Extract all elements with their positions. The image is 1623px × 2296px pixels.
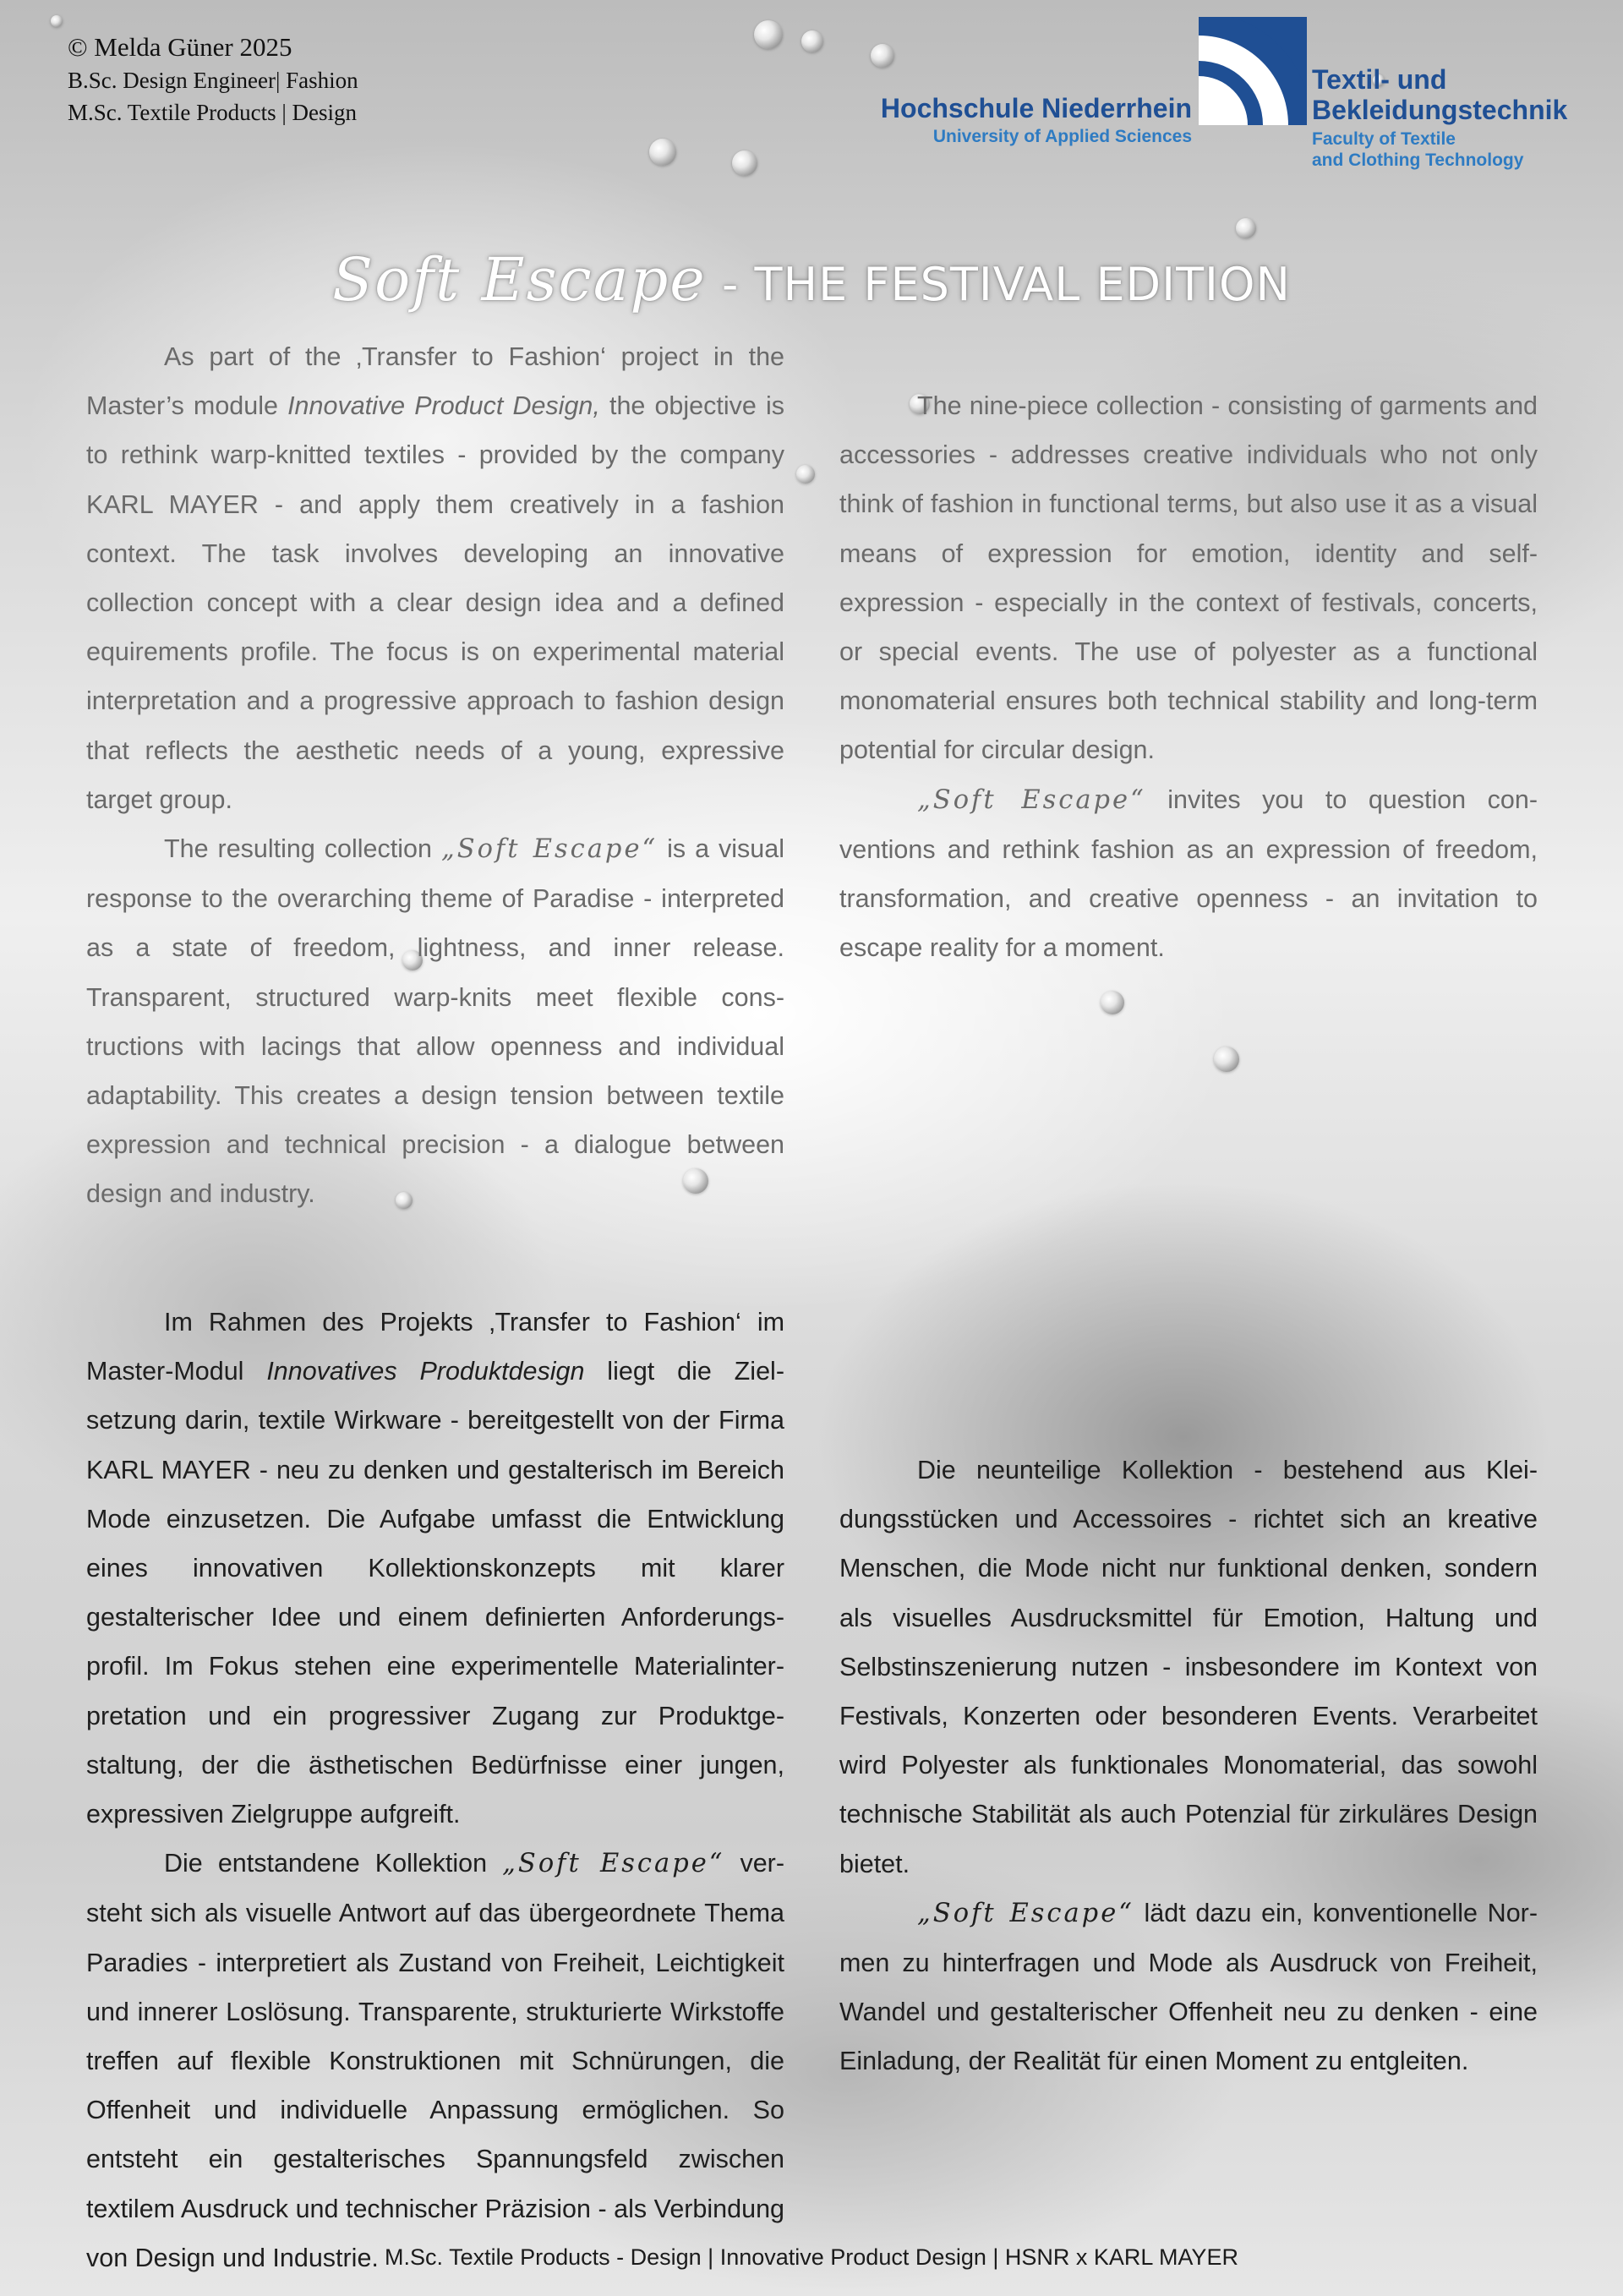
text-run: lädt dazu ein, konventionelle Normen zu hinterfragen und Mode als Ausdruck von Freiheit, Wandel und gestalterischer Offenheit neu zu denken - eine Einladung, der Realität für einen Moment zu entgleiten. xyxy=(839,1898,1538,2076)
water-droplet xyxy=(1214,1047,1239,1072)
collection-name: „Soft Escape“ xyxy=(502,1849,725,1879)
university-name: Hochschule Niederrhein xyxy=(880,93,1192,123)
text-run: the objective is to rethink warp-knitted textiles - provided by the company KARL MAYER - and apply them creatively in a fashion context. The task involves developing an innovative collection concept with a clear design idea and a defined equirements profile. The focus is on experimental material interpretation and a progressive approach to fashion design that reflects the aesthetic needs of a young, expressive target group. xyxy=(86,391,784,814)
collection-name: „Soft Escape“ xyxy=(917,784,1146,815)
page-title xyxy=(0,245,1623,314)
author-degree-msc: M.Sc. Textile Products | Design xyxy=(68,100,357,125)
german-text-left xyxy=(86,1298,784,2282)
german-text-right xyxy=(839,1446,1538,2086)
text-run: invites you to question conventions and rethink fashion as an expression of freedom, transformation, and creative openness - an invitation to escape reality for a moment. xyxy=(839,784,1538,963)
english-text-right xyxy=(839,381,1538,972)
module-name: Innovative Product Design, xyxy=(287,391,600,421)
text-run: Im Rahmen des Projekts ‚Transfer to Fashion‘ im Master-Modul xyxy=(86,1308,784,1386)
german-paragraph-4 xyxy=(839,1889,1538,2086)
collection-name: „Soft Escape“ xyxy=(440,834,658,865)
module-name: Innovatives Produktdesign xyxy=(266,1357,585,1386)
water-droplet xyxy=(796,465,815,484)
english-text-left xyxy=(86,332,784,1219)
faculty-name-line1: Textil- und xyxy=(1312,64,1447,95)
author-credit xyxy=(68,30,358,128)
water-droplet xyxy=(1101,991,1124,1014)
text-run: The resulting collection xyxy=(164,834,441,864)
university-subtitle: University of Applied Sciences xyxy=(932,127,1192,146)
text-run: As part of the ‚Transfer to Fashion‘ project in the Master’s module xyxy=(86,342,784,421)
title-subtitle: - THE FESTIVAL EDITION xyxy=(706,258,1291,311)
german-paragraph-3: Die neunteilige Kollektion - bestehend aus Kleidungsstücken und Accessoires - richtet sich an kreative Menschen, die Mode nicht nur funktional denken, sondern als visuelles Ausdrucksmittel für Emotion, Haltung und Selbstinszenierung nutzen - insbesondere im Kontext von Festivals, Konzerten oder besonderen Events. Verarbeitet wird Polyester als funktionales Monomaterial, das sowohl technische Stabilität als auch Potenzial für zirkuläres Design bietet. xyxy=(839,1456,1538,1878)
english-paragraph-3: The nine-piece collection - consisting of garments and accessories - addresses creative individuals who not only think of fashion in functional terms, but also use it as a visual means of expression for emotion, identity and self-expression - especially in the context of festivals, concerts, or special events. The use of polyester as a functional monomaterial ensures both technical stability and long-term potential for circular design. xyxy=(839,391,1538,765)
text-run: is a visual response to the overarching theme of Paradise - interpreted as a state of freedom, lightness, and inner release. Transparent, structured warp-knits meet flexible constructions with lacings that allow openness and individual adaptability. This creates a design tension between textile expression and technical precision - a dialogue between design and industry. xyxy=(86,834,784,1209)
german-paragraph-2 xyxy=(86,1839,784,2282)
english-paragraph-2 xyxy=(86,824,784,1219)
author-degree-bsc: B.Sc. Design Engineer| Fashion xyxy=(68,68,358,93)
english-paragraph-4 xyxy=(839,775,1538,973)
collection-name: „Soft Escape“ xyxy=(917,1898,1134,1928)
page-footer: M.Sc. Textile Products - Design | Innovative Product Design | HSNR x KARL MAYER xyxy=(385,2244,1238,2270)
university-logo-icon xyxy=(1199,17,1307,125)
title-script: Soft Escape xyxy=(332,245,707,314)
water-droplet xyxy=(649,139,676,166)
university-block xyxy=(842,91,1192,149)
faculty-block xyxy=(1312,64,1616,171)
water-droplet xyxy=(801,30,823,52)
water-droplet xyxy=(1236,218,1256,238)
water-droplet xyxy=(754,20,783,49)
water-droplet xyxy=(51,15,63,27)
faculty-name-line2: Bekleidungstechnik xyxy=(1312,95,1568,125)
text-run: liegt die Zielsetzung darin, textile Wirkware - bereitgestellt von der Firma KARL MAYER - neu zu denken und gestalterisch im Bereich Mode einzusetzen. Die Aufgabe umfasst die Entwicklung eines innovativen Kollektionskonzepts mit klarer gestalterischer Idee und einem definierten Anforderungsprofil. Im Fokus stehen eine experimentelle Materialinterpretation und ein progressiver Zugang zur Produktgestaltung, der die ästhetischen Bedürfnisse einer jungen, expressiven Zielgruppe aufgreift. xyxy=(86,1357,784,1829)
english-paragraph-1 xyxy=(86,332,784,824)
faculty-subtitle-line1: Faculty of Textile xyxy=(1312,129,1456,149)
german-paragraph-1 xyxy=(86,1298,784,1839)
water-droplet xyxy=(871,44,894,68)
author-name: © Melda Güner 2025 xyxy=(68,32,292,62)
faculty-subtitle-line2: and Clothing Technology xyxy=(1312,150,1524,170)
text-run: Die entstandene Kollektion xyxy=(164,1849,503,1878)
water-droplet xyxy=(732,150,757,176)
text-run: versteht sich als visuelle Antwort auf das übergeordnete Thema Paradies - interpretiert als Zustand von Freiheit, Leichtigkeit und innerer Loslösung. Transparente, strukturierte Wirkstoffe treffen auf flexible Konstruktionen mit Schnürungen, die Offenheit und individuelle Anpassung ermöglichen. So entsteht ein gestalterisches Spannungsfeld zwischen textilem Ausdruck und technischer Präzision - als Verbindung von Design und Industrie. xyxy=(86,1849,784,2272)
